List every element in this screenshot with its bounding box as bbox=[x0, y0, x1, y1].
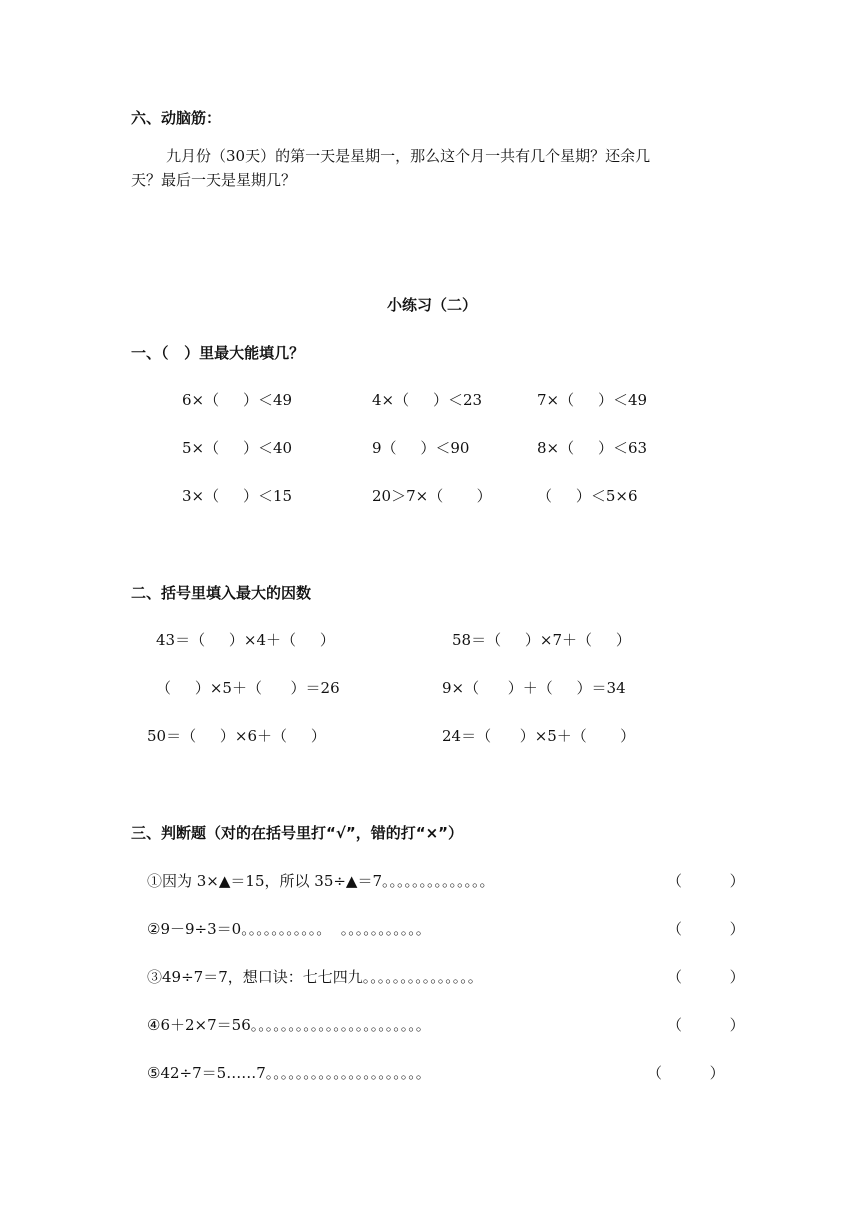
section2-item: （ ）×5＋（ ）＝26 bbox=[156, 679, 340, 697]
section1-item: 20＞7×（ ） bbox=[372, 487, 492, 505]
section6-heading: 六、动脑筋： bbox=[131, 109, 222, 127]
section2-item: 50＝（ ）×6＋（ ） bbox=[147, 727, 326, 745]
judgement-item-bracket[interactable]: （ ） bbox=[667, 872, 745, 890]
judgement-item-bracket[interactable]: （ ） bbox=[647, 1064, 725, 1082]
judgement-item-text: ⑤42÷7＝5……7。。。。。。。。。。。。。。。。。。。。。 bbox=[147, 1064, 431, 1082]
judgement-item-text: ②9－9÷3＝0。。。。。。。。。。。 。。。。。。。。。。。 bbox=[147, 920, 431, 938]
practice-title: 小练习（二） bbox=[387, 296, 478, 314]
section2-item: 24＝（ ）×5＋（ ） bbox=[442, 727, 636, 745]
section1-item: 6×（ ）＜49 bbox=[182, 391, 293, 409]
judgement-item-bracket[interactable]: （ ） bbox=[667, 968, 745, 986]
section6-question-line1: 九月份（30天）的第一天是星期一，那么这个月一共有几个星期？还余几 bbox=[166, 147, 651, 165]
section1-item: 9（ ）＜90 bbox=[372, 439, 470, 457]
judgement-item-bracket[interactable]: （ ） bbox=[667, 1016, 745, 1034]
section3-heading: 三、判断题（对的在括号里打“√”，错的打“×”） bbox=[131, 824, 464, 842]
judgement-item-text: ③49÷7＝7，想口诀：七七四九。。。。。。。。。。。。。。。 bbox=[147, 968, 483, 986]
section2-item: 43＝（ ）×4＋（ ） bbox=[156, 631, 335, 649]
section1-item: 5×（ ）＜40 bbox=[182, 439, 293, 457]
section1-heading: 一、（ ）里最大能填几？ bbox=[131, 344, 305, 362]
section6-question-line2: 天？最后一天是星期几？ bbox=[131, 171, 297, 189]
judgement-item-text: ④6＋2×7＝56。。。。。。。。。。。。。。。。。。。。。。。 bbox=[147, 1016, 431, 1034]
section1-item: 7×（ ）＜49 bbox=[537, 391, 648, 409]
section1-item: 8×（ ）＜63 bbox=[537, 439, 648, 457]
section1-item: （ ）＜5×6 bbox=[537, 487, 638, 505]
section1-item: 4×（ ）＜23 bbox=[372, 391, 483, 409]
judgement-item-bracket[interactable]: （ ） bbox=[667, 920, 745, 938]
section2-item: 9×（ ）＋（ ）＝34 bbox=[442, 679, 626, 697]
section2-item: 58＝（ ）×7＋（ ） bbox=[452, 631, 631, 649]
judgement-item-text: ①因为 3×▲＝15，所以 35÷▲＝7。。。。。。。。。。。。。。 bbox=[147, 872, 495, 890]
section2-heading: 二、括号里填入最大的因数 bbox=[131, 584, 312, 602]
section1-item: 3×（ ）＜15 bbox=[182, 487, 293, 505]
